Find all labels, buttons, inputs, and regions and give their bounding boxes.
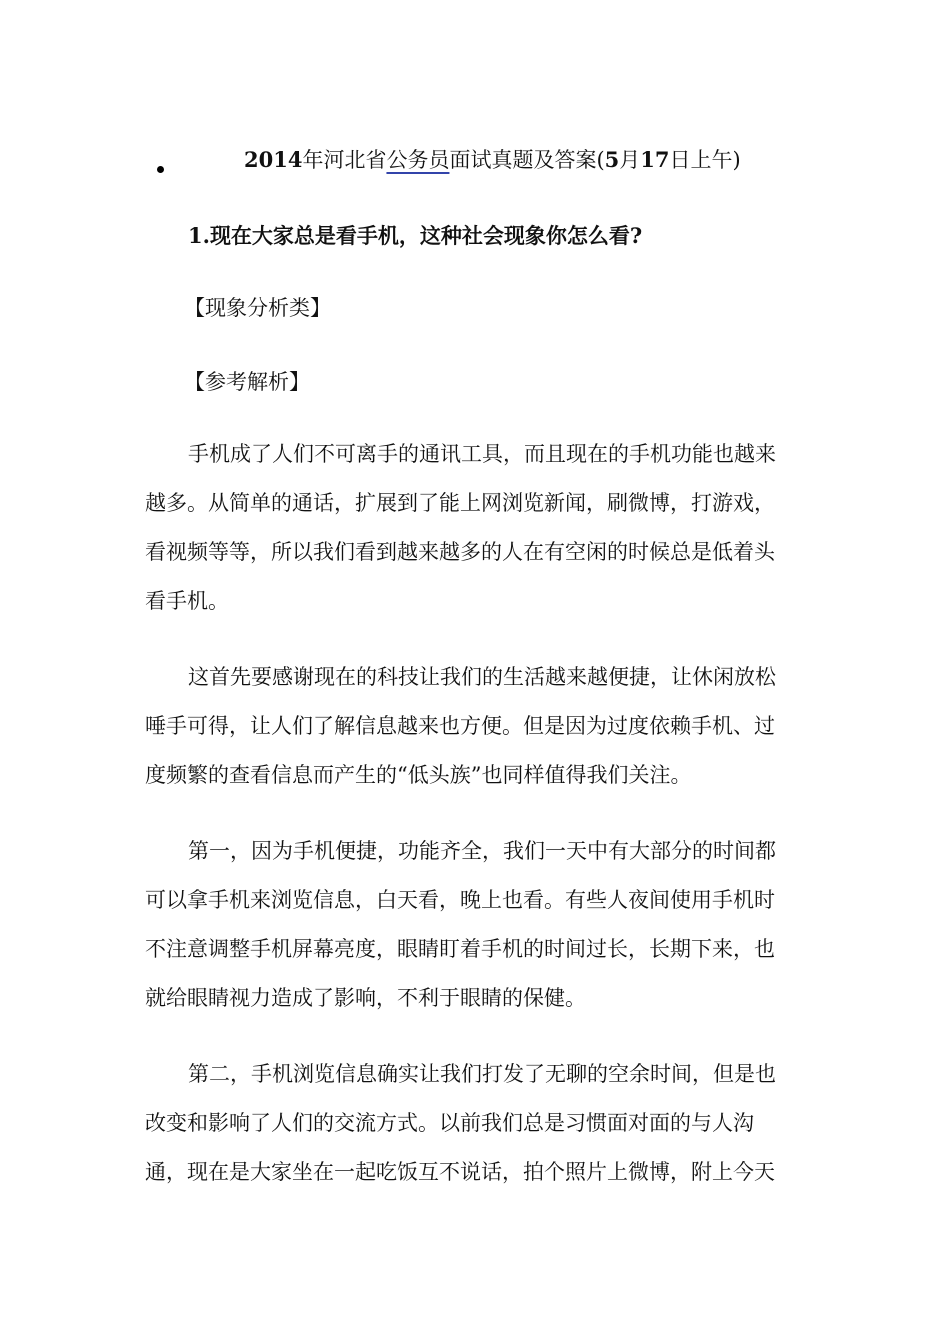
- title-year: 2014: [244, 147, 303, 172]
- title-part1: 年河北省: [302, 148, 387, 172]
- bullet-dot: [157, 166, 164, 173]
- paragraph-line: 手机成了人们不可离手的通讯工具，而且现在的手机功能也越来: [188, 442, 776, 466]
- paragraph-line: 就给眼睛视力造成了影响，不利于眼睛的保健。: [145, 986, 586, 1010]
- paragraph-line: 看视频等等，所以我们看到越来越多的人在有空闲的时候总是低着头: [145, 540, 775, 564]
- title-part4: 日上午): [669, 148, 741, 172]
- paragraph-line: 可以拿手机来浏览信息，白天看，晚上也看。有些人夜间使用手机时: [145, 888, 775, 912]
- category-label: 【现象分析类】: [184, 296, 331, 320]
- paragraph-line: 度频繁的查看信息而产生的“低头族”也同样值得我们关注。: [145, 763, 692, 787]
- question-1: [188, 220, 810, 252]
- title-day: 17: [640, 147, 670, 172]
- paragraph-line: 越多。从简单的通话，扩展到了能上网浏览新闻，刷微博，打游戏，: [145, 491, 775, 515]
- paragraph-line: 看手机。: [145, 589, 229, 613]
- paragraph-line: 唾手可得，让人们了解信息越来也方便。但是因为过度依赖手机、过: [145, 714, 775, 738]
- analysis-heading: 【参考解析】: [184, 370, 310, 394]
- paragraph-line: 改变和影响了人们的交流方式。以前我们总是习惯面对面的与人沟: [145, 1111, 754, 1135]
- title-part3: 月: [619, 148, 641, 172]
- paragraph-line: 第一，因为手机便捷，功能齐全，我们一天中有大部分的时间都: [188, 839, 776, 863]
- paragraph-line: 不注意调整手机屏幕亮度，眼睛盯着手机的时间过长，长期下来，也: [145, 937, 775, 961]
- title-month: 5: [604, 147, 620, 172]
- paragraph-line: 第二，手机浏览信息确实让我们打发了无聊的空余时间，但是也: [188, 1062, 776, 1086]
- question-number: 1.: [188, 223, 210, 248]
- paragraph-line: 这首先要感谢现在的科技让我们的生活越来越便捷，让休闲放松: [188, 665, 776, 689]
- title-link-civil-servant[interactable]: 公务员: [386, 148, 450, 172]
- title-part2: 面试真题及答案(: [449, 148, 605, 172]
- paragraph-line: 通，现在是大家坐在一起吃饭互不说话，拍个照片上微博，附上今天: [145, 1160, 775, 1184]
- question-text: 现在大家总是看手机，这种社会现象你怎么看?: [209, 223, 643, 248]
- document-title: [244, 144, 741, 176]
